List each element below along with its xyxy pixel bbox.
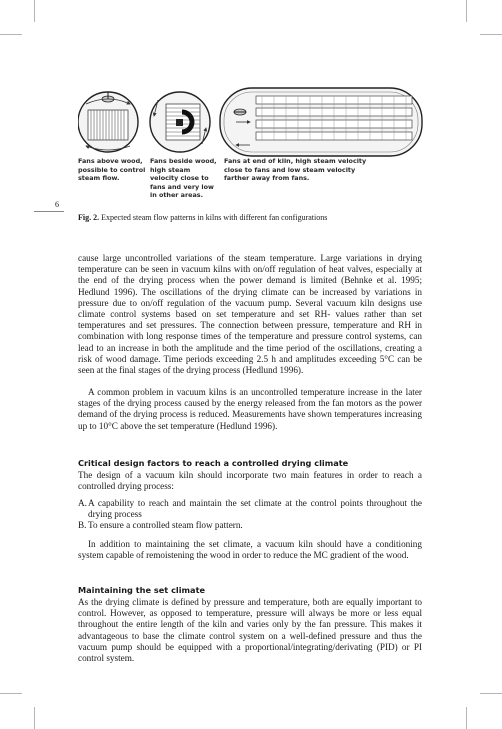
crop-mark [480,34,502,35]
body-paragraph: A common problem in vacuum kilns is an uncontrolled temperature increase in the later stages of the drying process caused by the energy released from the fan motors as the power demand of the drying process is reduced. Measurements have shown temperatures increasing up to 10°C above the set temperature (Hedlund 1996). [78,387,422,431]
kiln-fans-above-diagram [78,92,138,152]
figure-label: Fig. 2. [78,213,100,222]
panel-caption: Fans at end of kiln, high steam velocity close to fans and low steam velocity farther away from fans. [224,157,367,183]
crop-mark [34,707,35,729]
panel-caption: Fans above wood, possible to control steam flow. [78,157,146,183]
list-item-text: To ensure a controlled steam flow pattern. [88,520,243,530]
kiln-diagrams [78,82,423,160]
list-item [78,520,422,531]
panel-caption: Fans beside wood, high steam velocity close to fans and very low in other areas. [150,157,217,200]
figure [78,82,423,200]
list-item-text: A capability to reach and maintain the set climate at the control points throughout the drying process [88,498,422,520]
page-number: 6 [55,200,59,209]
list-marker: A. [78,498,87,508]
crop-mark [34,0,35,22]
list-item [78,498,422,520]
divider [34,211,64,212]
crop-mark [466,0,467,22]
crop-mark [466,707,467,729]
body-paragraph: The design of a vacuum kiln should incorporate two main features in order to reach a controlled drying process: [78,470,422,492]
section-heading: Maintaining the set climate [78,585,206,595]
crop-mark [480,693,502,694]
body-paragraph: cause large uncontrolled variations of the steam temperature. Large variations in drying temperature can be seen in vacuum kilns with on/off regulation of heat valves, especially at the end of the drying process when the power demand is limited (Behnke et al. 1995; Hedlund 1996). The oscillations of the drying climate can be increased by variations in pressure due to on/off regulation of the vacuum pump. Several vacuum kiln designs use climate control systems based on set temperature and set RH- values rather than set temperatures and set pressures. The connection between pressure, temperature and RH in combination with long response times of the temperature and pressure control systems, can lead to an increase in both the amplitude and the time period of the oscillations, creating a risk of wood damage. Time periods exceeding 2.5 h and amplitudes exceeding 5°C can be seen at the final stages of the drying process (Hedlund 1996). [78,253,422,376]
kiln-fans-end-diagram [220,88,422,156]
list-marker: B. [78,520,87,530]
figure-caption-text: Expected steam flow patterns in kilns with different fan configurations [101,213,328,222]
body-paragraph: In addition to maintaining the set climate, a vacuum kiln should have a conditioning system capable of remoistening the wood in order to reduce the MC gradient of the wood. [78,539,422,561]
kiln-fans-beside-diagram [150,92,210,152]
crop-mark [0,34,22,35]
figure-caption [78,212,423,223]
body-paragraph: As the drying climate is defined by pressure and temperature, both are equally important to control. However, as opposed to temperature, pressure will always be more or less equal throughout the entire length of the kiln and varies only by the fan pressure. This makes it advantageous to base the climate control system on a well-defined pressure and thus the vacuum pump should be equipped with a proportional/integrating/derivating (PID) or PI control system. [78,597,422,664]
section-heading: Critical design factors to reach a controlled drying climate [78,458,349,468]
crop-mark [0,693,22,694]
